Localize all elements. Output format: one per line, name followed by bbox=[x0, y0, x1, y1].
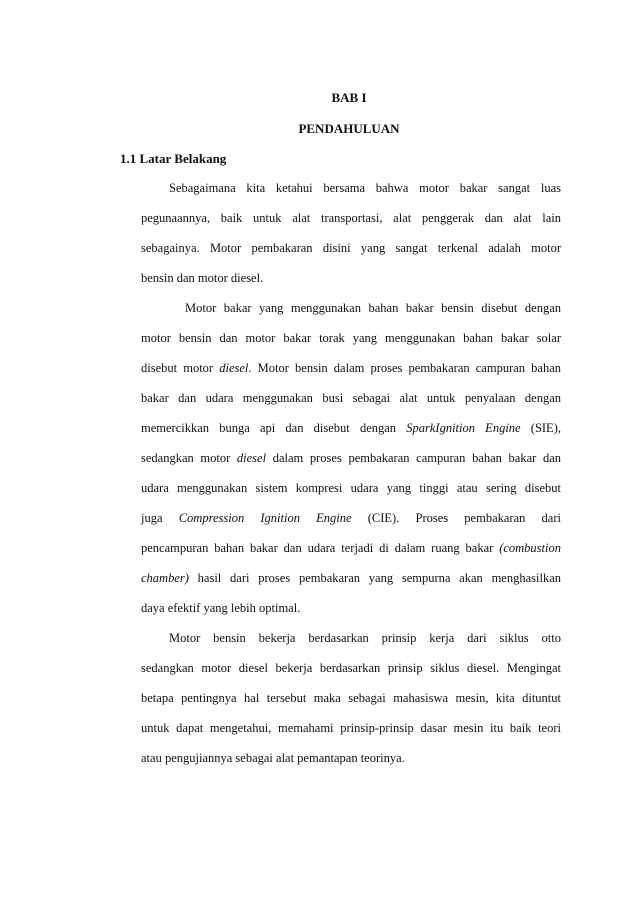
paragraph-2-line: bakar dan udara menggunakan busi sebagai alat untuk penyalaan dengan bbox=[141, 391, 561, 405]
paragraph-3-line: sedangkan motor diesel bekerja berdasarkan prinsip siklus diesel. Mengingat bbox=[141, 661, 561, 675]
paragraph-1-line: bensin dan motor diesel. bbox=[141, 271, 264, 285]
paragraph-3-line: atau pengujiannya sebagai alat pemantapan teorinya. bbox=[141, 751, 405, 765]
paragraph-1-line: Sebagaimana kita ketahui bersama bahwa motor bakar sangat luas bbox=[169, 181, 561, 195]
chapter-number: BAB I bbox=[331, 90, 367, 105]
paragraph-2-line: sedangkan motor diesel dalam proses pembakaran campuran bahan bakar dan bbox=[141, 451, 561, 465]
paragraph-2-line: chamber) hasil dari proses pembakaran yang sempurna akan menghasilkan bbox=[141, 571, 561, 585]
paragraph-3-line: untuk dapat mengetahui, memahami prinsip-prinsip dasar mesin itu baik teori bbox=[141, 721, 561, 735]
paragraph-2-line: udara menggunakan sistem kompresi udara yang tinggi atau sering disebut bbox=[141, 481, 561, 495]
paragraph-2-line: pencampuran bahan bakar dan udara terjadi di dalam ruang bakar (combustion bbox=[141, 541, 561, 555]
paragraph-3-line: betapa pentingnya hal tersebut maka sebagai mahasiswa mesin, kita dituntut bbox=[141, 691, 561, 705]
paragraph-2-line: daya efektif yang lebih optimal. bbox=[141, 601, 301, 615]
section-heading: 1.1 Latar Belakang bbox=[120, 151, 227, 166]
paragraph-2-line: Motor bakar yang menggunakan bahan bakar bensin disebut dengan bbox=[185, 301, 561, 315]
paragraph-2-line: juga Compression Ignition Engine (CIE). Proses pembakaran dari bbox=[141, 511, 561, 525]
paragraph-1-line: pegunaannya, baik untuk alat transportasi, alat penggerak dan alat lain bbox=[141, 211, 561, 225]
paragraph-2-line: memercikkan bunga api dan disebut dengan SparkIgnition Engine (SIE), bbox=[141, 421, 561, 435]
paragraph-2-line: motor bensin dan motor bakar torak yang menggunakan bahan bakar solar bbox=[141, 331, 561, 345]
chapter-title: PENDAHULUAN bbox=[298, 121, 400, 136]
paragraph-3-line: Motor bensin bekerja berdasarkan prinsip kerja dari siklus otto bbox=[169, 631, 561, 645]
paragraph-2-line: disebut motor diesel. Motor bensin dalam proses pembakaran campuran bahan bbox=[141, 361, 562, 375]
paragraph-1-line: sebagainya. Motor pembakaran disini yang sangat terkenal adalah motor bbox=[141, 241, 561, 255]
